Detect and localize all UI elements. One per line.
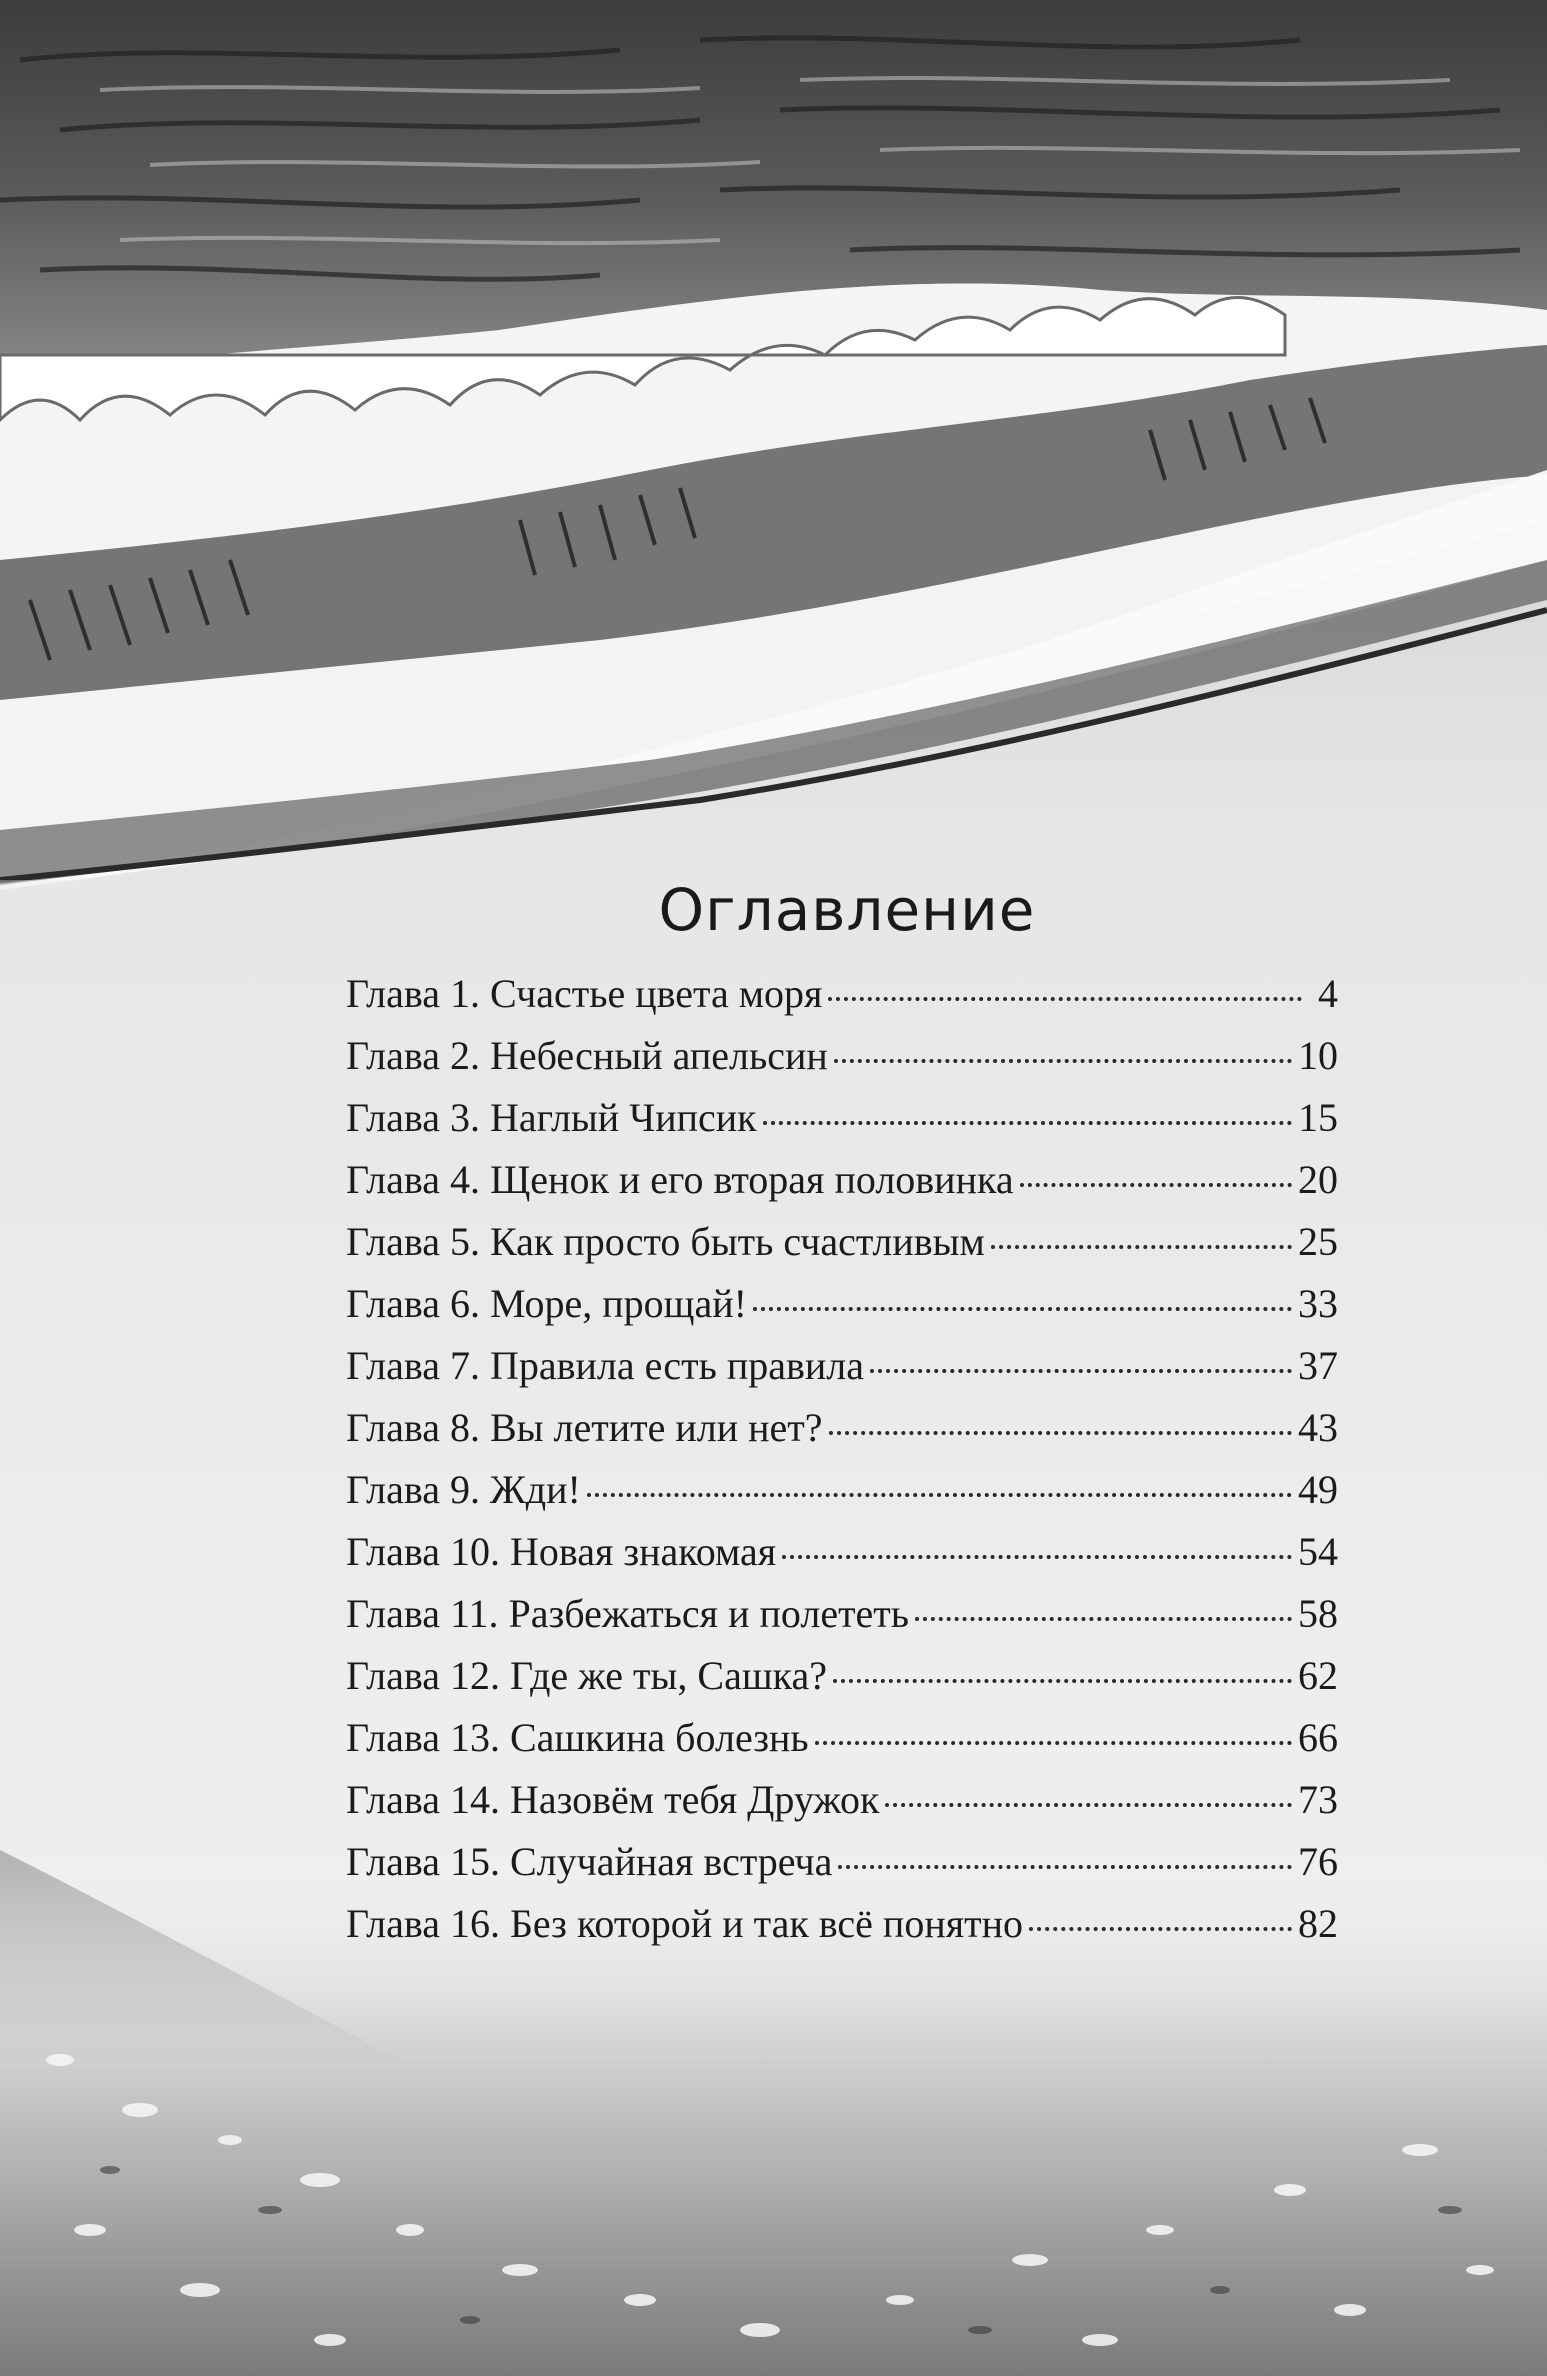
chapter-title: Глава 11. Разбежаться и полететь — [346, 1591, 910, 1636]
toc-entry — [346, 1280, 1338, 1342]
chapter-title: Глава 8. Вы летите или нет? — [346, 1405, 823, 1450]
dot-leader — [815, 1741, 1292, 1745]
chapter-page-number: 82 — [1298, 1901, 1338, 1946]
toc-entry — [346, 1838, 1338, 1900]
toc-entry — [346, 1900, 1338, 1962]
toc-entry — [346, 1404, 1338, 1466]
toc-entry — [346, 1094, 1338, 1156]
chapter-title: Глава 14. Назовём тебя Дружок — [346, 1777, 880, 1822]
chapter-title: Глава 6. Море, прощай! — [346, 1281, 747, 1326]
chapter-page-number: 15 — [1298, 1095, 1338, 1140]
chapter-title: Глава 15. Случайная встреча — [346, 1839, 833, 1884]
table-of-contents — [346, 876, 1338, 1962]
dot-leader — [587, 1493, 1292, 1497]
chapter-page-number: 66 — [1298, 1715, 1338, 1760]
chapter-page-number: 73 — [1298, 1777, 1338, 1822]
dot-leader — [834, 1059, 1292, 1063]
dot-leader — [763, 1121, 1292, 1125]
chapter-page-number: 4 — [1318, 971, 1338, 1016]
dot-leader — [833, 1679, 1292, 1683]
chapter-title: Глава 12. Где же ты, Сашка? — [346, 1653, 827, 1698]
dot-leader — [838, 1865, 1292, 1869]
chapter-page-number: 20 — [1298, 1157, 1338, 1202]
chapter-page-number: 76 — [1298, 1839, 1338, 1884]
toc-entry — [346, 1776, 1338, 1838]
dot-leader — [915, 1617, 1292, 1621]
toc-entry — [346, 1032, 1338, 1094]
toc-entry — [346, 1218, 1338, 1280]
toc-entry — [346, 1156, 1338, 1218]
dot-leader — [828, 997, 1302, 1001]
toc-entry — [346, 1466, 1338, 1528]
chapter-list — [346, 970, 1338, 1962]
dot-leader — [829, 1431, 1292, 1435]
chapter-title: Глава 9. Жди! — [346, 1467, 581, 1512]
chapter-page-number: 33 — [1298, 1281, 1338, 1326]
chapter-title: Глава 10. Новая знакомая — [346, 1529, 777, 1574]
chapter-page-number: 10 — [1298, 1033, 1338, 1078]
dot-leader — [885, 1803, 1292, 1807]
dot-leader — [870, 1369, 1292, 1373]
chapter-page-number: 62 — [1298, 1653, 1338, 1698]
chapter-page-number: 54 — [1298, 1529, 1338, 1574]
dot-leader — [991, 1245, 1292, 1249]
chapter-page-number: 37 — [1298, 1343, 1338, 1388]
toc-title: Оглавление — [658, 876, 1036, 944]
chapter-title: Глава 5. Как просто быть счастливым — [346, 1219, 985, 1264]
chapter-title: Глава 1. Счастье цвета моря — [346, 971, 823, 1016]
dot-leader — [782, 1555, 1292, 1559]
dot-leader — [1020, 1183, 1292, 1187]
chapter-page-number: 58 — [1298, 1591, 1338, 1636]
toc-entry — [346, 1590, 1338, 1652]
chapter-page-number: 43 — [1298, 1405, 1338, 1450]
chapter-page-number: 49 — [1298, 1467, 1338, 1512]
toc-entry — [346, 1342, 1338, 1404]
chapter-title: Глава 7. Правила есть правила — [346, 1343, 864, 1388]
chapter-title: Глава 3. Наглый Чипсик — [346, 1095, 757, 1140]
toc-entry — [346, 1528, 1338, 1590]
chapter-title: Глава 16. Без которой и так всё понятно — [346, 1901, 1024, 1946]
toc-entry — [346, 1714, 1338, 1776]
chapter-title: Глава 2. Небесный апельсин — [346, 1033, 828, 1078]
chapter-page-number: 25 — [1298, 1219, 1338, 1264]
chapter-title: Глава 13. Сашкина болезнь — [346, 1715, 809, 1760]
chapter-title: Глава 4. Щенок и его вторая половинка — [346, 1157, 1014, 1202]
dot-leader — [1029, 1927, 1292, 1931]
dot-leader — [753, 1307, 1292, 1311]
toc-entry — [346, 970, 1338, 1032]
toc-entry — [346, 1652, 1338, 1714]
